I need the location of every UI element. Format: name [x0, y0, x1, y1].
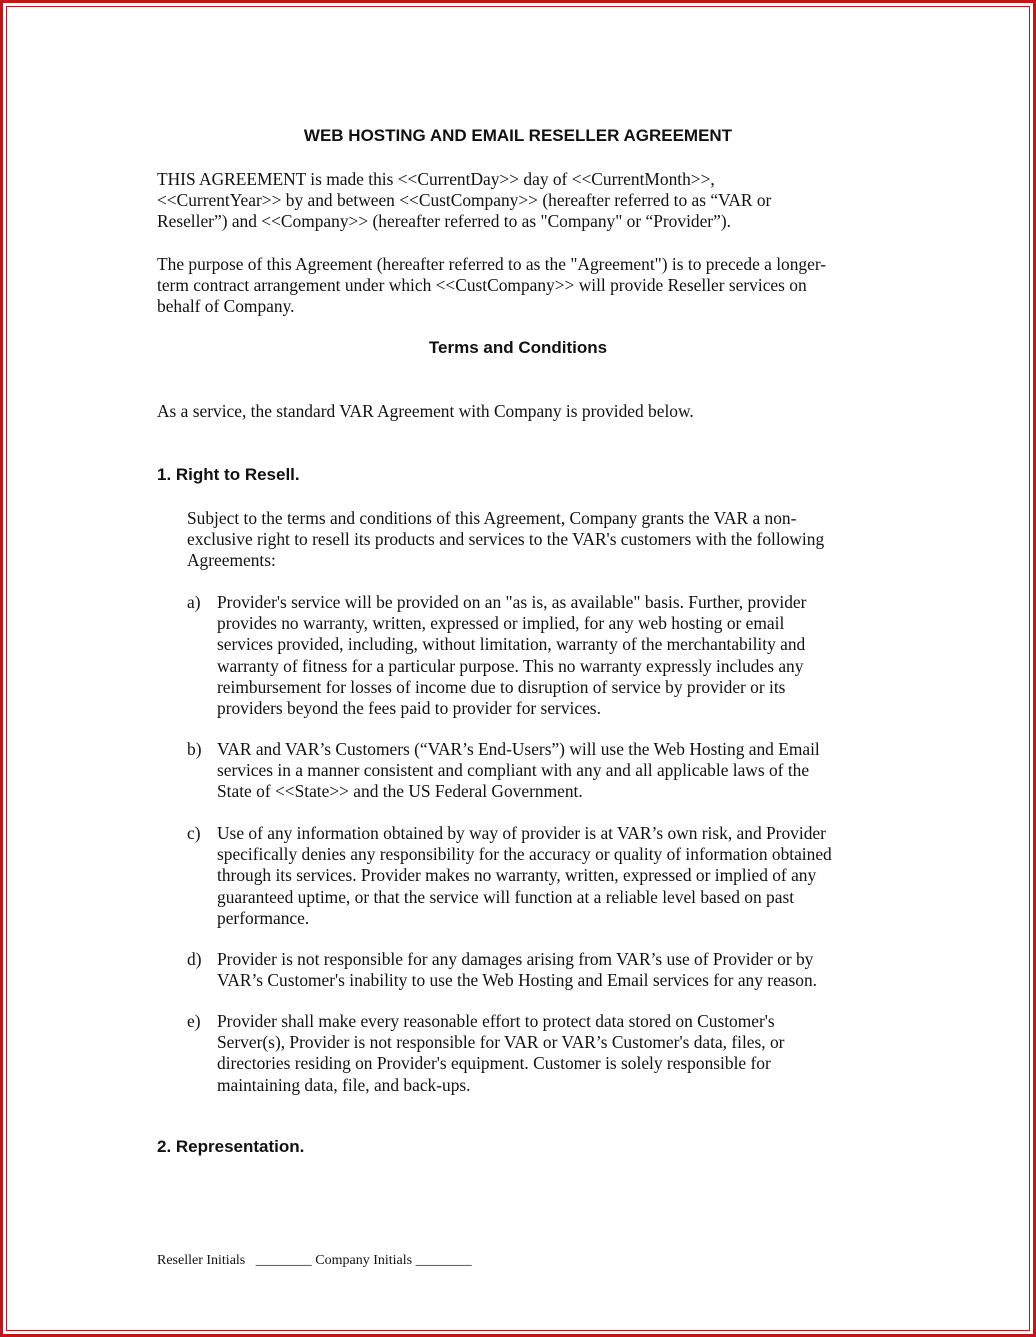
list-marker: c) — [187, 823, 201, 843]
list-text: VAR and VAR’s Customers (“VAR’s End-Users”) will use the Web Hosting and Email services in a manner consistent and compliant with any and all applicable laws of the State of <<State>> and the US Federal Government. — [217, 739, 820, 802]
initials-footer: Reseller Initials ________ Company Initials ________ — [157, 1253, 472, 1268]
terms-heading: Terms and Conditions — [428, 338, 608, 357]
list-marker: a) — [187, 592, 201, 612]
list-marker: e) — [187, 1011, 201, 1031]
section-body-right-to-resell: Subject to the terms and conditions of this Agreement, Company grants the VAR a non- exclusive right to resell its products and services to the VAR's customers with the following Agreements: — [187, 508, 825, 571]
purpose-paragraph: The purpose of this Agreement (hereafter referred to as the "Agreement") is to precede a longer- term contract arrangement under which <<CustCompany>> will provide Reseller services on behalf of Company. — [157, 254, 827, 317]
list-text: Use of any information obtained by way of provider is at VAR’s own risk, and Provider specifically denies any responsibility for the accuracy or quality of information obtained through its services. Provider makes no warranty, written, expressed or implied of any guaranteed uptime, or that the service will function at a reliable level based on past performance. — [217, 823, 832, 928]
section-heading-representation: 2. Representation. — [157, 1137, 305, 1156]
list-text: Provider shall make every reasonable effort to protect data stored on Customer's Server(s), Provider is not responsible for VAR or VAR’s Customer's data, files, or directories residing on Provider's equipment. Customer is solely responsible for maintaining data, file, and back-ups. — [217, 1011, 785, 1095]
intro-paragraph: THIS AGREEMENT is made this <<CurrentDay>> day of <<CurrentMonth>>, <<CurrentYear>> by and between <<CustCompany>> (hereafter referred to as “VAR or Reseller”) and <<Company>> (hereafter referred to as "Company" or “Provider”). — [157, 169, 772, 232]
document-title: WEB HOSTING AND EMAIL RESELLER AGREEMENT — [303, 126, 733, 145]
list-marker: b) — [187, 739, 202, 759]
list-text: Provider is not responsible for any damages arising from VAR’s use of Provider or by VAR’s Customer's inability to use the Web Hosting and Email services for any reason. — [217, 949, 818, 991]
list-text: Provider's service will be provided on an "as is, as available" basis. Further, provider provides no warranty, written, expressed or implied, for any web hosting or email services provided, including, without limitation, warranty of the merchantability and warranty of fitness for a particular purpose. This no warranty expressly includes any reimbursement for losses of income due to disruption of service by provider or its providers beyond the fees paid to provider for services. — [217, 592, 807, 719]
section-heading-right-to-resell: 1. Right to Resell. — [157, 465, 300, 484]
list-marker: d) — [187, 949, 202, 969]
service-paragraph: As a service, the standard VAR Agreement with Company is provided below. — [157, 401, 694, 421]
